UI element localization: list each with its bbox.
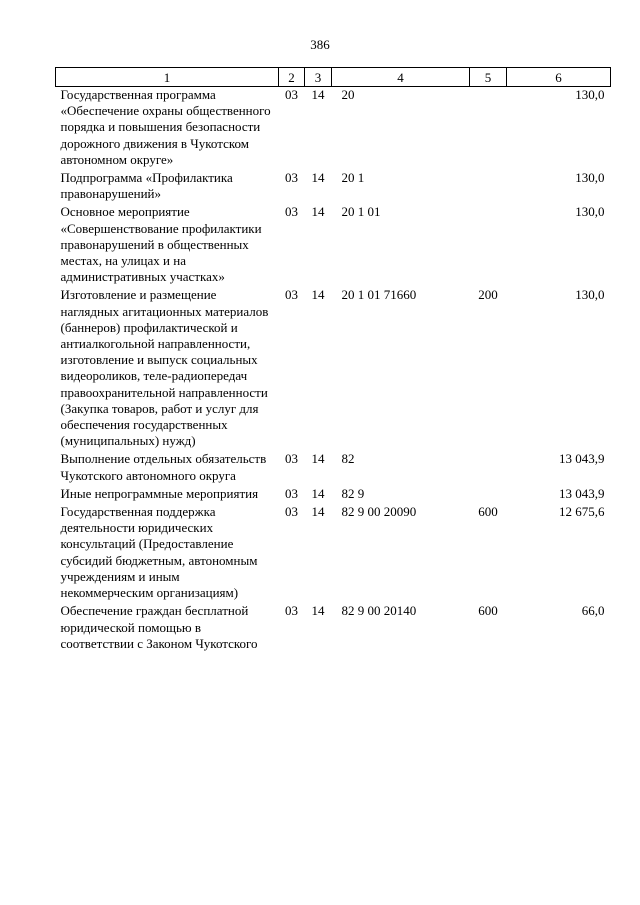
row-name: Выполнение отдельных обязательств Чукотского автономного округа	[60, 451, 267, 483]
row-section: 03	[285, 204, 298, 220]
row-expense-type	[470, 451, 507, 485]
row-section: 03	[285, 504, 298, 520]
row-section: 03	[285, 485, 298, 501]
row-subsection: 14	[311, 603, 325, 619]
row-amount: 130,0	[575, 170, 605, 186]
header-col-amount: 6	[507, 68, 611, 87]
row-amount: 130,0	[575, 87, 605, 102]
header-row	[56, 68, 611, 87]
row-amount: 12 675,6	[559, 504, 605, 520]
table-row	[56, 87, 611, 171]
budget-table	[55, 67, 611, 654]
table-row	[56, 451, 611, 485]
row-expense-type	[470, 170, 507, 204]
row-name: Иные непрограммные мероприятия	[60, 485, 259, 501]
row-name: Подпрограмма «Профилактика правонарушений»	[60, 170, 233, 202]
row-section: 03	[285, 87, 298, 102]
row-subsection: 14	[311, 204, 325, 220]
table-row	[56, 170, 611, 204]
row-name: Изготовление и размещение наглядных агитационных материалов (баннеров) профилактической и антиалкогольной направленности, изготовление и выпуск социальных видеороликов, теле-радиопередач правоохранительной направленности (Закупка товаров, работ и услуг для обеспечения государственных (муниципальных) нужд)	[60, 287, 269, 449]
row-subsection: 14	[311, 287, 325, 303]
row-section: 03	[285, 287, 298, 303]
row-target-code: 20 1	[341, 170, 365, 186]
row-target-code: 82 9 00 20140	[341, 603, 417, 619]
row-subsection: 14	[311, 170, 325, 186]
row-expense-type	[470, 87, 507, 171]
row-section: 03	[285, 170, 298, 186]
row-amount: 13 043,9	[559, 485, 605, 501]
row-target-code: 20 1 01	[341, 204, 381, 220]
row-target-code: 20 1 01 71660	[341, 287, 417, 303]
row-expense-type	[470, 486, 507, 504]
row-target-code: 20	[341, 87, 355, 102]
row-target-code: 82 9 00 20090	[341, 504, 417, 520]
row-amount: 13 043,9	[559, 451, 605, 467]
row-target-code: 82	[341, 451, 355, 467]
table-body	[56, 87, 611, 654]
table-row	[56, 287, 611, 451]
table-row	[56, 603, 611, 654]
row-expense-type: 600	[478, 603, 498, 619]
header-col-expense-type: 5	[470, 68, 507, 87]
row-target-code: 82 9	[341, 485, 365, 501]
table-header	[56, 68, 611, 87]
header-col-subsection: 3	[305, 68, 332, 87]
table-row	[56, 486, 611, 504]
row-section: 03	[285, 603, 298, 619]
row-subsection: 14	[311, 485, 325, 501]
row-subsection: 14	[311, 451, 325, 467]
row-name: Государственная программа «Обеспечение охраны общественного порядка и повышения безопасности дорожного движения в Чукотском автономном округе»	[60, 87, 271, 167]
header-col-name: 1	[56, 68, 279, 87]
row-expense-type: 600	[478, 504, 498, 520]
row-amount: 130,0	[575, 204, 605, 220]
row-subsection: 14	[311, 87, 325, 102]
table-row	[56, 204, 611, 287]
row-subsection: 14	[311, 504, 325, 520]
header-col-target-code: 4	[332, 68, 470, 87]
row-name: Основное мероприятие «Совершенствование профилактики правонарушений в общественных местах, на улицах и на административных участках»	[60, 204, 262, 285]
header-col-section: 2	[279, 68, 305, 87]
row-name: Государственная поддержка деятельности юридических консультаций (Предоставление субсидий бюджетным, автономным учреждениям и иным некоммерческим организациям)	[60, 504, 258, 601]
table-row	[56, 504, 611, 603]
row-expense-type: 200	[478, 287, 498, 303]
row-amount: 130,0	[575, 287, 605, 303]
row-amount: 66,0	[581, 603, 605, 619]
row-section: 03	[285, 451, 298, 467]
row-expense-type	[470, 204, 507, 287]
page-number: 386	[310, 37, 330, 52]
row-name: Обеспечение граждан бесплатной юридической помощью в соответствии с Законом Чукотского	[60, 603, 258, 651]
